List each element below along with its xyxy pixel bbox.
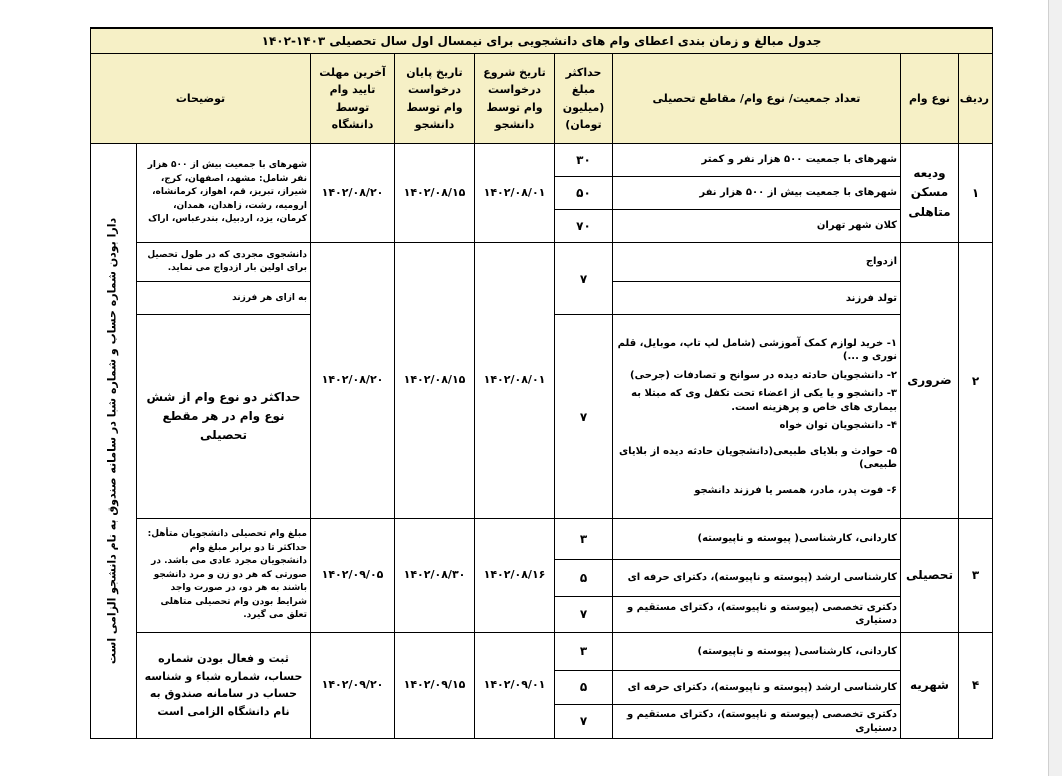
criteria-cell: کارشناسی ارشد (پیوسته و ناپیوسته)، دکترای حرفه ای	[613, 671, 901, 705]
notes-cell: دانشجوی مجردی که در طول تحصیل برای اولین بار ازدواج می نماید.	[137, 243, 311, 282]
header-notes: توضیحات	[91, 54, 311, 144]
criteria-cell: کاردانی، کارشناسی( پیوسته و ناپیوسته)	[613, 519, 901, 559]
criteria-cell: شهرهای با جمعیت بیش از ۵۰۰ هزار نفر	[613, 177, 901, 210]
loan-type-educational: تحصیلی	[901, 519, 959, 632]
header-loan-type: نوع وام	[901, 54, 959, 144]
side-note-text: دارا بودن شماره حساب و شماره شبا در سامانه صندوق به نام دانشجو الزامی است	[105, 217, 119, 665]
amount-cell: ۷	[555, 243, 613, 315]
approval-deadline: ۱۴۰۲/۰۹/۲۰	[311, 632, 395, 738]
loan-type-tuition: شهریه	[901, 632, 959, 738]
side-note-cell	[91, 144, 137, 739]
list-item: ۴- دانشجویان توان خواه	[779, 420, 897, 432]
start-date: ۱۴۰۲/۰۸/۰۱	[475, 144, 555, 243]
approval-deadline: ۱۴۰۲/۰۸/۲۰	[311, 144, 395, 243]
end-date: ۱۴۰۲/۰۸/۱۵	[395, 243, 475, 519]
criteria-cell: شهرهای با جمعیت ۵۰۰ هزار نفر و کمتر	[613, 144, 901, 177]
loan-schedule-table	[90, 27, 993, 739]
amount-cell: ۷۰	[555, 210, 613, 243]
header-start-date: تاریخ شروع درخواست وام توسط دانشجو	[475, 54, 555, 144]
amount-cell: ۵۰	[555, 177, 613, 210]
header-criteria: تعداد جمعیت/ نوع وام/ مقاطع تحصیلی	[613, 54, 901, 144]
criteria-cell: کاردانی، کارشناسی( پیوسته و ناپیوسته)	[613, 632, 901, 670]
list-item: ۶- فوت پدر، مادر، همسر یا فرزند دانشجو	[694, 484, 897, 496]
header-approval-deadline: آخرین مهلت تایید وام توسط دانشگاه	[311, 54, 395, 144]
amount-cell: ۷	[555, 596, 613, 632]
notes-cell: ثبت و فعال بودن شماره حساب، شماره شباء و شناسه حساب در سامانه صندوق به نام دانشگاه الزامی است	[137, 632, 311, 738]
amount-cell: ۵	[555, 671, 613, 705]
start-date: ۱۴۰۲/۰۸/۱۶	[475, 519, 555, 632]
criteria-cell: تولد فرزند	[613, 282, 901, 315]
amount-cell: ۷	[555, 315, 613, 519]
criteria-cell: ازدواج	[613, 243, 901, 282]
amount-cell: ۵	[555, 559, 613, 596]
header-row-number: ردیف	[959, 54, 993, 144]
criteria-cell: کلان شهر تهران	[613, 210, 901, 243]
approval-deadline: ۱۴۰۲/۰۸/۲۰	[311, 243, 395, 519]
header-end-date: تاریخ پایان درخواست وام توسط دانشجو	[395, 54, 475, 144]
approval-deadline: ۱۴۰۲/۰۹/۰۵	[311, 519, 395, 632]
row-number: ۲	[959, 243, 993, 519]
row-number: ۱	[959, 144, 993, 243]
notes-cell: حداکثر دو نوع وام از شش نوع وام در هر مقطع تحصیلی	[137, 315, 311, 519]
list-item: ۳- دانشجو و یا یکی از اعضاء تحت تکفل وی که مبتلا به بیماری های خاص و پرهزینه است.	[631, 388, 897, 413]
start-date: ۱۴۰۲/۰۸/۰۱	[475, 243, 555, 519]
amount-cell: ۳۰	[555, 144, 613, 177]
amount-cell: ۳	[555, 632, 613, 670]
notes-cell: شهرهای با جمعیت بیش از ۵۰۰ هزار نفر شامل: مشهد، اصفهان، کرج، شیراز، تبریز، قم، اهواز، کرمانشاه، ارومیه، رشت، زاهدان، همدان، کرمان، یزد، اردبیل، بندرعباس، اراک	[137, 144, 311, 243]
list-item: ۱- خرید لوازم کمک آموزشی (شامل لپ تاپ، موبایل، قلم نوری و ...)	[617, 337, 897, 363]
start-date: ۱۴۰۲/۰۹/۰۱	[475, 632, 555, 738]
end-date: ۱۴۰۲/۰۸/۳۰	[395, 519, 475, 632]
end-date: ۱۴۰۲/۰۹/۱۵	[395, 632, 475, 738]
criteria-cell: کارشناسی ارشد (پیوسته و ناپیوسته)، دکترای حرفه ای	[613, 559, 901, 596]
loan-type-emergency: ضروری	[901, 243, 959, 519]
criteria-cell: دکتری تخصصی (پیوسته و ناپیوسته)، دکترای مستقیم و دستیاری	[613, 705, 901, 739]
row-number: ۴	[959, 632, 993, 738]
notes-cell: به ازای هر فرزند	[137, 282, 311, 315]
amount-cell: ۷	[555, 705, 613, 739]
table-title: جدول مبالغ و زمان بندی اعطای وام های دانشجویی برای نیمسال اول سال تحصیلی ۱۴۰۳-۱۴۰۲	[91, 28, 993, 54]
end-date: ۱۴۰۲/۰۸/۱۵	[395, 144, 475, 243]
notes-cell: مبلغ وام تحصیلی دانشجویان متأهل: حداکثر تا دو برابر مبلغ وام دانشجویان مجرد عادی می باشد. در صورتی که هر دو زن و مرد دانشجو باشند به هر دو، در صورت واجد شرایط بودن وام تحصیلی متاهلی تعلق می گیرد.	[137, 519, 311, 632]
list-item: ۲- دانشجویان حادثه دیده در سوانح و تصادفات (جرحی)	[630, 369, 897, 381]
window-scrollbar-edge[interactable]	[1048, 0, 1062, 776]
loan-type-housing: ودیعه مسکن متاهلی	[901, 144, 959, 243]
criteria-list-cell	[613, 315, 901, 519]
criteria-cell: دکتری تخصصی (پیوسته و ناپیوسته)، دکترای مستقیم و دستیاری	[613, 596, 901, 632]
list-item: ۵- حوادث و بلایای طبیعی(دانشجویان حادثه دیده از بلایای طبیعی)	[618, 445, 897, 471]
header-max-amount: حداکثر مبلغ (میلیون تومان)	[555, 54, 613, 144]
row-number: ۳	[959, 519, 993, 632]
amount-cell: ۳	[555, 519, 613, 559]
